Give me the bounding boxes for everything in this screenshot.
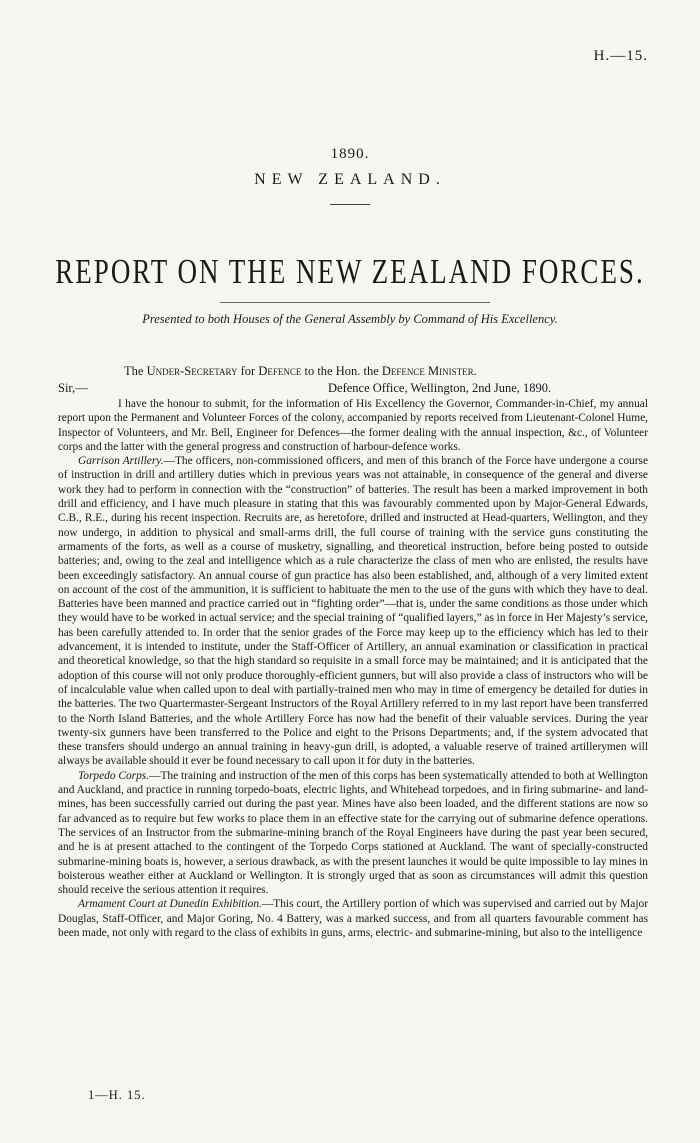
paragraph-text: —The training and instruction of the men of this corps has been systematically attended to both at Wellington and Auckland, and practice in running torpedo-boats, electric lights, and Whitehead torpedoes, and in firing submarine- and land-mines, has been successfully carried out during the past year. Mines have also been loaded, and the different stations are now so far advanced as to require but few works to place them in an effective state for the carrying out of submarine defence operations. The services of an Instructor from the submarine-mining branch of the Royal Engineers have during the past year been secured, and he is at present attached to the contingent of the Torpedo Corps stationed at Auckland. The want of specially-constructed submarine-mining boats is, however, a serious drawback, as with the present launches it would be quite impossible to lay mines in boisterous weather either at Auckland or Wellington. It is strongly urged that as soon as circumstances will admit this question should receive the serious attention it requires. [58, 769, 649, 897]
paragraph [58, 397, 648, 454]
salutation: Sir,— [58, 381, 88, 395]
paragraph-heading: Garrison Artillery. [78, 455, 164, 468]
country-heading: NEW ZEALAND. [254, 171, 446, 188]
report-title: REPORT ON THE NEW ZEALAND FORCES. [55, 252, 645, 291]
addressee-for: for [240, 364, 256, 378]
dateline: Defence Office, Wellington, 2nd June, 1890. [328, 381, 552, 395]
paragraph [58, 769, 648, 898]
report-year: 1890. [330, 146, 370, 162]
addressee-to: to the Hon. the [304, 364, 379, 378]
addressee-from: Under-Secretary [146, 364, 238, 378]
page-signature: 1—H. 15. [88, 1088, 146, 1102]
short-divider [330, 204, 370, 205]
addressee-dept: Defence [258, 364, 302, 378]
long-divider [220, 302, 490, 303]
paragraph-text: —The officers, non-commissioned officers, and men of this branch of the Force have undergone a course of instruction in drill and artillery duties which in previous years was not attainable, in consequence of the general and diverse work they had to perform in connection with the “construction” of batteries. The result has been a marked improvement in both drill and efficiency, and I have much pleasure in stating that this was favourably commented upon by Major-General Edwards, C.B., R.E., during his recent inspection. Recruits are, as heretofore, drilled and instructed at Head-quarters, Wellington, and they now undergo, in addition to physical and small-arms drill, the full course of training with the service guns constituting the armaments of the forts, as well as a course of musketry, signalling, and theoretical instruction, before being posted to outside batteries; and, owing to the zeal and intelligence which as a rule characterize the class of men who are enlisted, the results have been exceedingly satisfactory. An annual course of gun practice has also been established, and, although of a very limited extent on account of the cost of the ammunition, it is sufficient to habituate the men to the use of the guns with which they have to deal. Batteries have been manned and practice carried out in “fighting order”—that is, under the same conditions as those under which they would have to be worked in actual service; and the special training of “qualified layers,” as in force in Her Majesty’s service, has been carefully attended to. In order that the senior grades of the Force may keep up to the efficiency which has led to their advancement, it is intended to institute, under the Staff-Officer of Artillery, an annual examination or classification in practical and theoretical knowledge, so that the high standard so requisite in a small force may be maintained; and it is anticipated that the adoption of this course will not only produce thoroughly-efficient gunners, but will also provide a class of instructors who will be of incalculable value when called upon to deal with partially-trained men who may in time of emergency be detailed for duties in the batteries. The two Quartermaster-Sergeant Instructors of the Royal Artillery referred to in my last report have been transferred to the North Island Batteries, and the whole Artillery Force has now had the benefit of their valuable services. During the year twenty-six gunners have been transferred to the Police and eight to the Prisons Departments; and, if the system advocated that these transfers should undergo an annual training in heavy-gun drill, is adopted, a valuable reserve of trained artillerymen will always be available should it ever be found necessary to call upon it for duty in the batteries. [58, 455, 648, 768]
presented-line: Presented to both Houses of the General Assembly by Command of His Excellency. [142, 312, 558, 326]
letter-body [58, 397, 648, 940]
paragraph [58, 454, 648, 769]
paragraph-text: I have the honour to submit, for the information of His Excellency the Governor, Commander-in-Chief, my annual report upon the Permanent and Volunteer Forces of the colony, accompanied by reports received from Lieutenant-Colonel Hume, Inspector of Volunteers, and Mr. Bell, Engineer for Defences—the former dealing with the annual inspection, &c., of Volunteer corps and the latter with the general progress and construction of harbour-defence works. [58, 398, 648, 453]
paragraph-text: —This court, the Artillery portion of which was supervised and carried out by Major Douglas, Staff-Officer, and Major Goring, No. 4 Battery, was a marked success, and from all quarters favourable comment has been made, not only with regard to the class of exhibits in guns, arms, electric- and submarine-mining, but also to the intelligence [58, 898, 649, 939]
paragraph-heading: Torpedo Corps. [78, 769, 150, 782]
addressee-prefix: The [124, 364, 144, 378]
paragraph [58, 897, 648, 940]
addressee-recipient: Defence Minister. [381, 364, 477, 378]
addressee-line [124, 364, 477, 379]
page-reference: H.—15. [593, 48, 648, 64]
paragraph-heading: Armament Court at Dunedin Exhibition. [78, 898, 262, 911]
